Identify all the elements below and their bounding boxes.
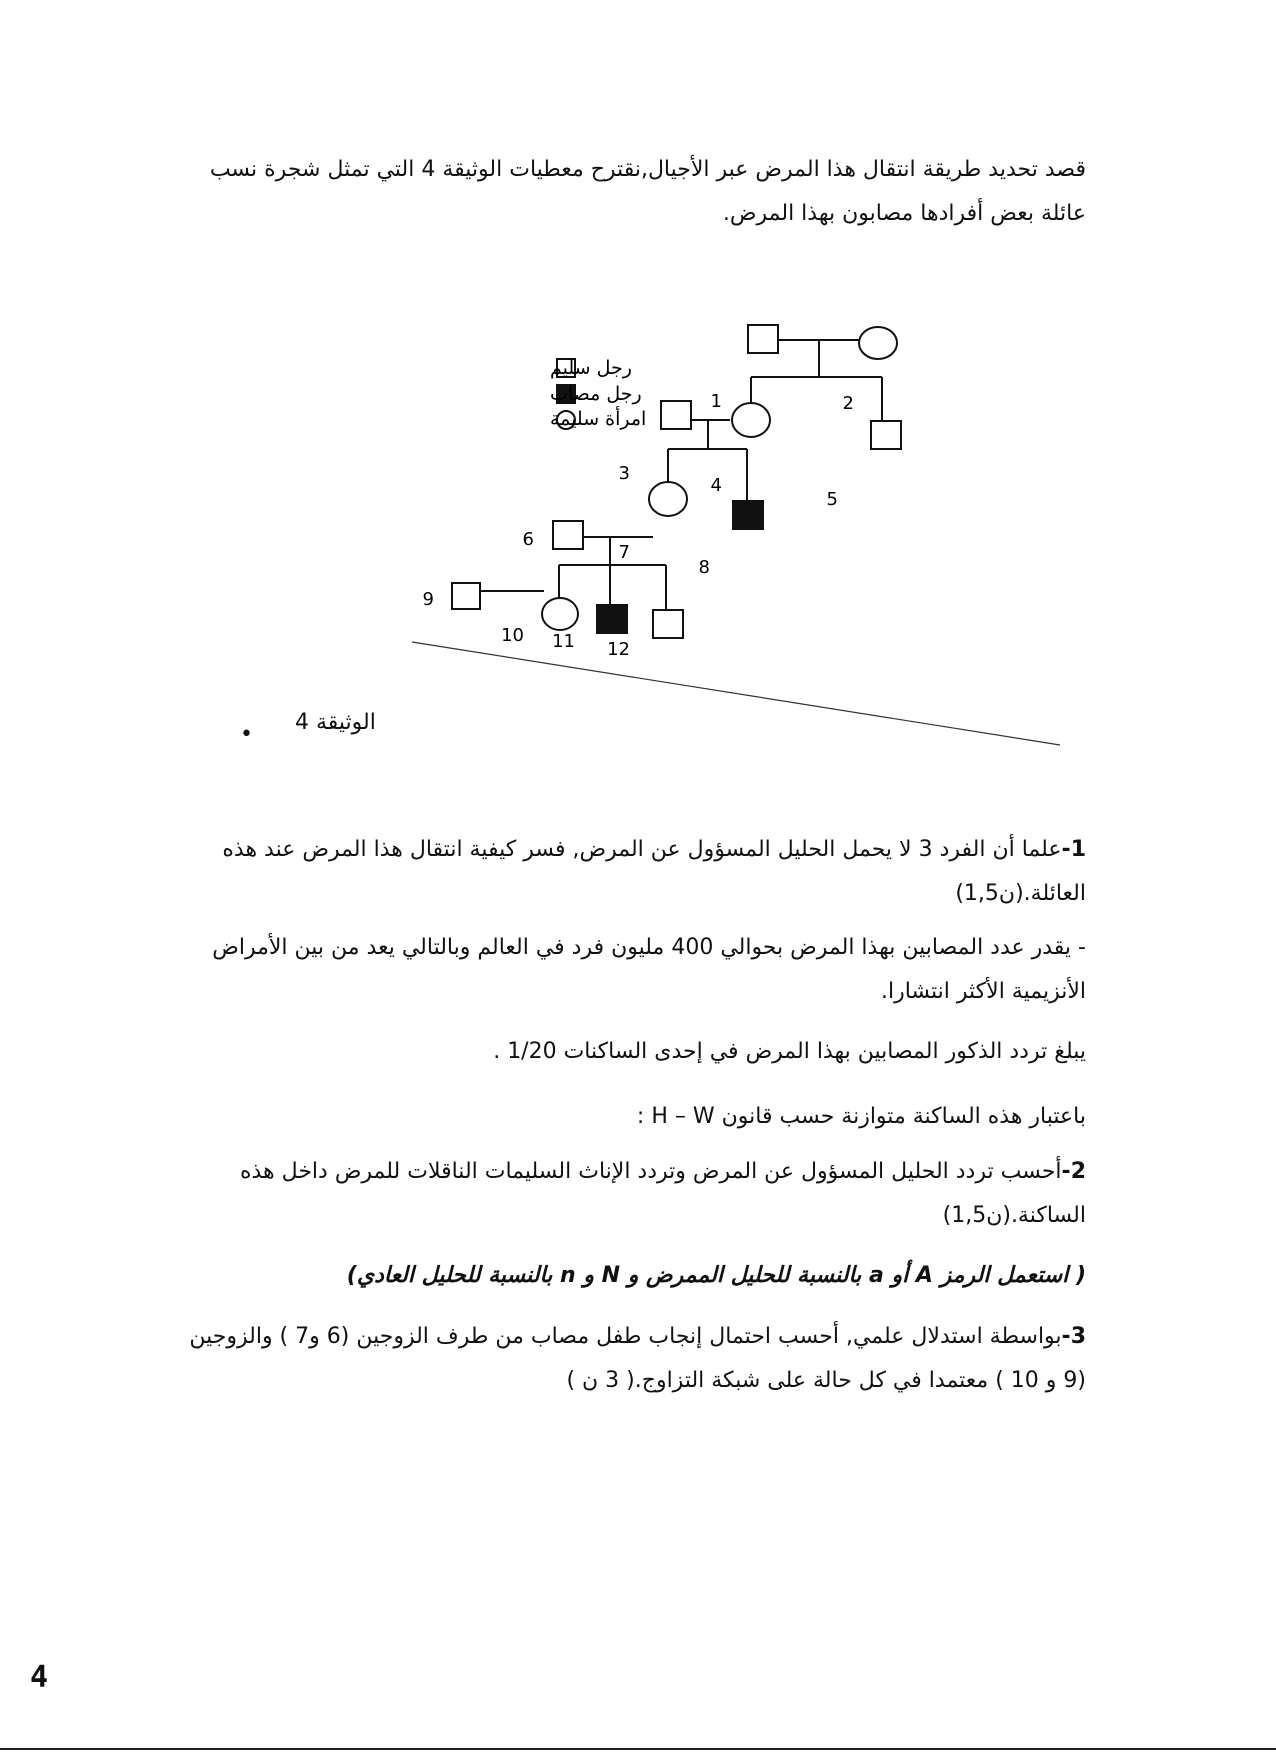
question-3	[166, 1315, 1086, 1403]
individual-10-healthy-woman	[542, 598, 578, 630]
individual-5-healthy-man	[871, 421, 901, 449]
decorative-dot: •	[240, 722, 253, 747]
question-3-text: بواسطة استدلال علمي, أحسب احتمال إنجاب طفل مصاب من طرف الزوجين (6 و7 ) والزوجين (9 و 10 ) معتمدا في كل حالة على شبكة التزاوج.( 3 ن )	[189, 1324, 1086, 1393]
individual-8-affected-man	[733, 501, 763, 529]
question-1-text: علما أن الفرد 3 لا يحمل الحليل المسؤول عن المرض, فسر كيفية انتقال هذا المرض عند هذه العائلة.(ن1,5)	[222, 837, 1086, 906]
notation-note: ( استعمل الرمز A أو a بالنسبة للحليل الممرض و N و n بالنسبة للحليل العادي)	[346, 1263, 1086, 1288]
individual-1-healthy-man	[748, 325, 778, 353]
label-10: 10	[501, 625, 524, 646]
legend-healthy-woman: امرأة سليمة	[550, 408, 647, 430]
bottom-rule	[0, 1748, 1276, 1750]
pedigree-diagram	[422, 355, 1080, 685]
individual-7-healthy-woman	[649, 482, 687, 516]
question-2-number: 2-	[1061, 1159, 1086, 1184]
label-4: 4	[710, 475, 722, 496]
pedigree-lines	[476, 340, 882, 610]
fact-3: باعتبار هذه الساكنة متوازنة حسب قانون H – W :	[636, 1104, 1086, 1129]
individual-2-healthy-woman	[859, 327, 897, 359]
individual-4-healthy-woman	[732, 403, 770, 437]
label-3: 3	[618, 463, 630, 484]
legend-affected-man: رجل مصاب	[550, 383, 642, 405]
individual-11-affected-man	[597, 605, 627, 633]
question-3-number: 3-	[1061, 1324, 1086, 1349]
intro-paragraph: قصد تحديد طريقة انتقال هذا المرض عبر الأجيال,نقترح معطيات الوثيقة 4 التي تمثل شجرة نسب عائلة بعض أفرادها مصابون بهذا المرض.	[209, 157, 1086, 226]
label-1: 1	[710, 391, 722, 412]
label-8: 8	[698, 557, 710, 578]
fact-2: يبلغ تردد الذكور المصابين بهذا المرض في إحدى الساكنات 1/20 .	[493, 1039, 1086, 1064]
label-7: 7	[618, 542, 630, 563]
legend	[550, 357, 646, 430]
individual-12-healthy-man	[653, 610, 683, 638]
question-2	[166, 1150, 1086, 1238]
label-9: 9	[422, 589, 434, 610]
question-2-text: أحسب تردد الحليل المسؤول عن المرض وتردد الإناث السليمات الناقلات للمرض داخل هذه الساكنة.(ن1,5)	[239, 1159, 1086, 1228]
label-2: 2	[842, 393, 854, 414]
page-number: 4	[30, 1660, 49, 1695]
question-1	[166, 828, 1086, 916]
document-label: الوثيقة 4	[295, 710, 376, 735]
legend-healthy-man: رجل سليم	[550, 357, 632, 379]
fact-1: - يقدر عدد المصابين بهذا المرض بحوالي 400 مليون فرد في العالم وبالتالي يعد من بين الأمراض الأنزيمية الأكثر انتشارا.	[212, 935, 1086, 1004]
scan-rule	[412, 642, 1060, 745]
label-5: 5	[826, 489, 838, 510]
question-1-number: 1-	[1061, 837, 1086, 862]
individual-9-healthy-man	[452, 583, 480, 609]
individual-3-healthy-man	[661, 401, 691, 429]
individual-6-healthy-man	[553, 521, 583, 549]
label-12: 12	[607, 639, 630, 660]
label-11: 11	[552, 631, 575, 652]
label-6: 6	[522, 529, 534, 550]
